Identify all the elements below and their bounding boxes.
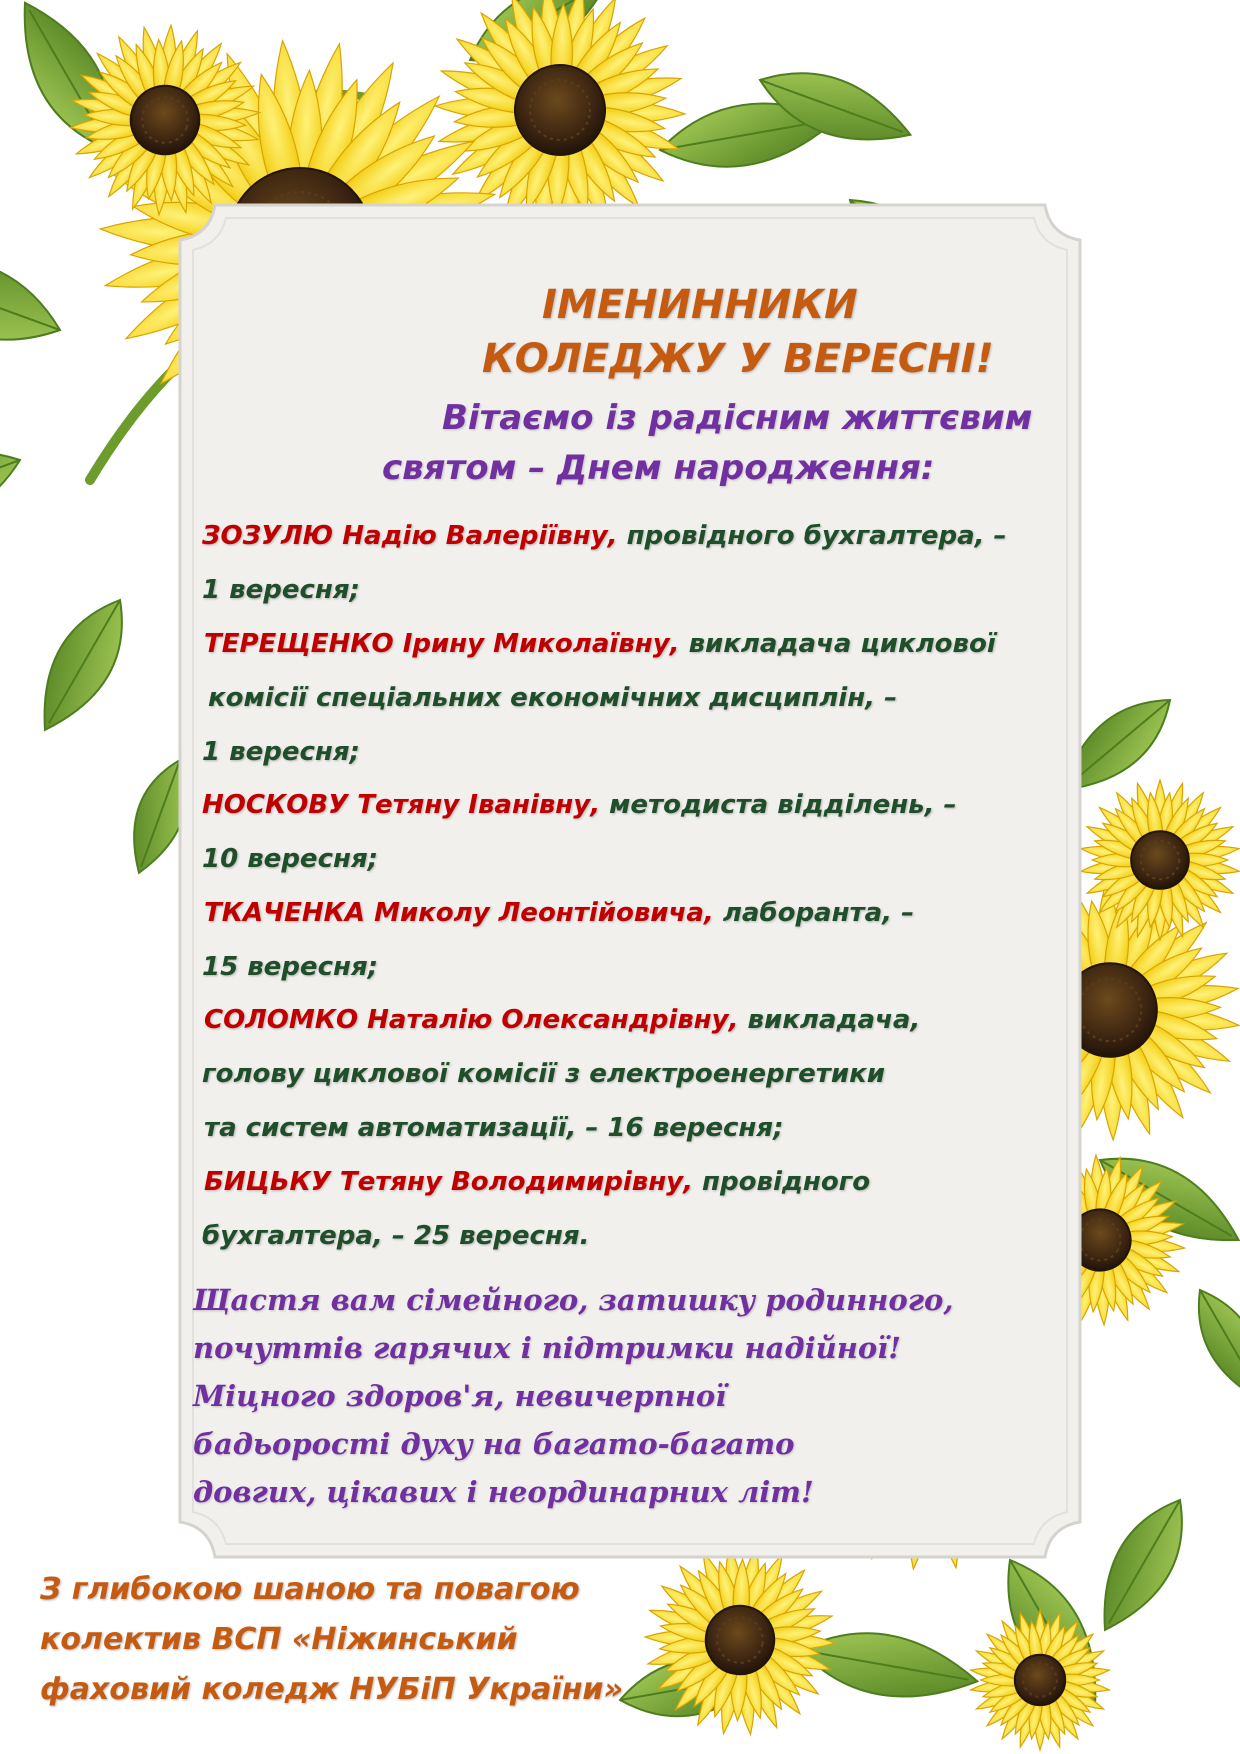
signature-line: З глибокою шаною та повагою <box>40 1572 580 1607</box>
birthday-entry-2 <box>204 629 996 659</box>
birthday-entry-line: та систем автоматизації, – 16 вересня; <box>204 1113 784 1143</box>
birthday-entry-line: бухгалтера, – 25 вересня. <box>202 1221 590 1251</box>
person-position: методиста відділень, – <box>600 790 957 820</box>
person-position: провідного <box>693 1167 871 1197</box>
birthday-entry-line: 1 вересня; <box>202 575 360 605</box>
signature-line: колектив ВСП «Ніжинський <box>40 1622 518 1657</box>
person-name: БИЦЬКУ Тетяну Володимирівну, <box>204 1167 693 1197</box>
birthday-entry-line: 15 вересня; <box>202 952 379 982</box>
person-name: ТЕРЕЩЕНКО Ірину Миколаївну, <box>204 629 680 659</box>
signature-line: фаховий коледж НУБіП України» <box>40 1672 623 1707</box>
birthday-entry-line: 10 вересня; <box>202 844 379 874</box>
title-line-2: КОЛЕДЖУ У ВЕРЕСНІ! <box>482 336 994 382</box>
person-name: НОСКОВУ Тетяну Іванівну, <box>202 790 601 820</box>
birthday-entry-line: голову циклової комісії з електроенергетики <box>202 1059 885 1089</box>
birthday-entry-1 <box>202 521 1007 551</box>
wish-line: Міцного здоров'я, невичерпної <box>193 1379 727 1413</box>
wish-line: почуттів гарячих і підтримки надійної! <box>193 1331 901 1365</box>
person-name: ЗОЗУЛЮ Надію Валеріївну, <box>202 521 618 551</box>
person-position: викладача, <box>738 1005 921 1035</box>
birthday-entry-5 <box>204 1005 920 1035</box>
birthday-entry-line: 1 вересня; <box>202 737 360 767</box>
person-name: ТКАЧЕНКА Миколу Леонтійовича, <box>204 898 714 928</box>
title-line-1: ІМЕНИННИКИ <box>542 282 858 328</box>
person-position: викладача циклової <box>679 629 996 659</box>
wish-line: бадьорості духу на багато-багато <box>193 1427 795 1461</box>
birthday-entry-6 <box>204 1167 870 1197</box>
birthday-entry-3 <box>202 790 957 820</box>
greeting-line-1: Вітаємо із радісним життєвим <box>442 398 1033 438</box>
person-position: лаборанта, – <box>713 898 915 928</box>
wish-line: довгих, цікавих і неординарних літ! <box>193 1475 814 1509</box>
person-position: провідного бухгалтера, – <box>617 521 1007 551</box>
birthday-entry-4 <box>204 898 914 928</box>
person-name: СОЛОМКО Наталію Олександрівну, <box>204 1005 739 1035</box>
wish-line: Щастя вам сімейного, затишку родинного, <box>193 1283 954 1317</box>
birthday-entry-line: комісії спеціальних економічних дисциплін, – <box>208 683 898 713</box>
greeting-line-2: святом – Днем народження: <box>382 448 935 488</box>
